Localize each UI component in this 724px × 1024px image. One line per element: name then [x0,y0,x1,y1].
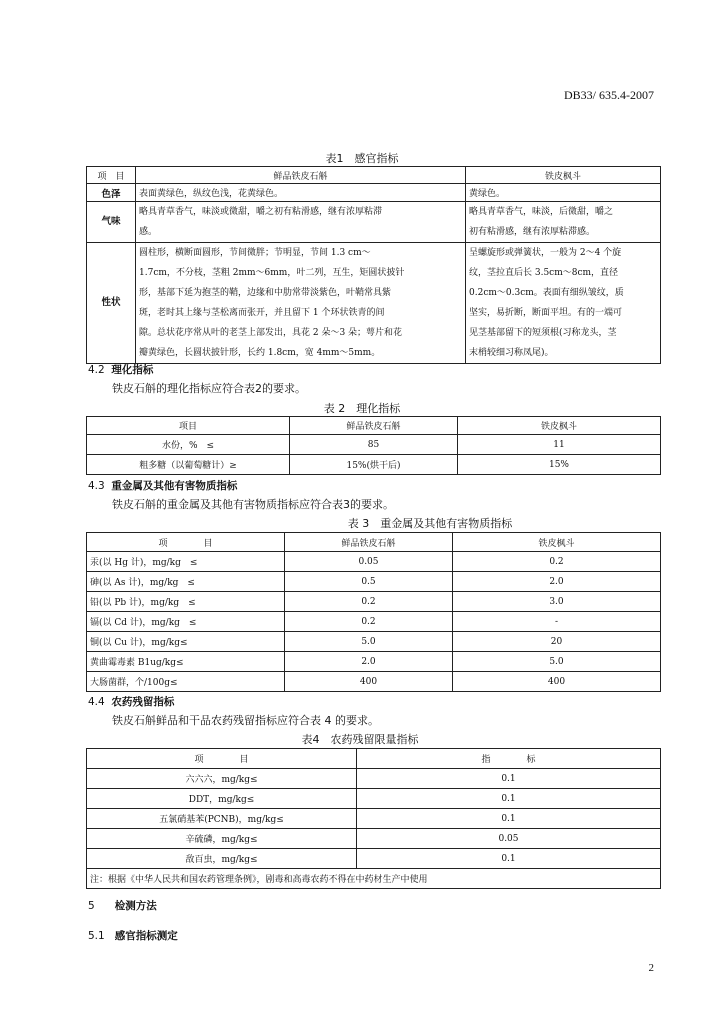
table3-cell: 铅(以 Pb 计)，mg/kg ≤ [87,592,285,612]
table3 [86,532,661,692]
table3-cell: 20 [453,632,661,652]
section-4-4-heading [88,694,174,709]
table1-cell: 表面黄绿色，纵纹色浅，花黄绿色。 [136,184,466,202]
table1-line: 略具青草香气，味淡，后微甜，嚼之 [469,207,614,217]
table4-cell: 0.1 [357,849,661,869]
table2-header: 鲜品铁皮石斛 [290,417,458,435]
table3-header: 铁皮枫斗 [453,533,661,552]
table1-cell [466,243,661,364]
table1-cell: 黄绿色。 [466,184,661,202]
section-5-heading [88,898,157,913]
section-5-1-heading [88,928,178,943]
table2-cell: 11 [458,435,661,455]
table4-cell: 0.1 [357,769,661,789]
table2-cell: 水份，% ≤ [87,435,290,455]
table1-line: 纹，茎拉直后长 3.5cm～8cm，直径 [469,268,619,278]
table3-cell: 0.2 [453,552,661,572]
table1-line: 圆柱形，横断面圆形，节间微胖；节明显，节间 1.3 cm～ [139,248,371,258]
table3-cell: 5.0 [453,652,661,672]
table2-caption: 表 2 理化指标 [323,402,401,415]
table3-cell: 汞(以 Hg 计)，mg/kg ≤ [87,552,285,572]
table4-cell: 敌百虫，mg/kg≤ [87,849,357,869]
section-4-4-text: 铁皮石斛鲜品和干品农药残留指标应符合表 4 的要求。 [112,714,379,727]
table1-line: 末梢较细习称凤尾)。 [469,348,554,358]
table4-caption: 表4 农药残留限量指标 [301,733,419,746]
table1-line: 呈螺旋形或弹簧状，一般为 2～4 个旋 [469,248,622,258]
table1 [86,166,661,364]
section-number: 4.4 [88,696,105,708]
page-number: 2 [648,962,654,974]
table4-header: 指 标 [357,749,661,769]
table3-cell: 镉(以 Cd 计)，mg/kg ≤ [87,612,285,632]
table4-cell: 0.1 [357,789,661,809]
table1-line: 感。 [139,227,158,237]
section-4-3-heading [88,478,237,493]
section-4-3-text: 铁皮石斛的重金属及其他有害物质指标应符合表3的要求。 [112,498,394,511]
table1-header-fengdou: 铁皮枫斗 [466,167,661,184]
section-number: 5.1 [88,930,105,942]
section-4-2-text: 铁皮石斛的理化指标应符合表2的要求。 [112,382,306,395]
section-number: 4.2 [88,364,105,376]
table2-cell: 粗多糖（以葡萄糖计）≥ [87,455,290,475]
table1-line: 见茎基部留下的短须根(习称龙头，茎 [469,328,617,338]
table4-cell: 六六六，mg/kg≤ [87,769,357,789]
table4-note: 注：根据《中华人民共和国农药管理条例》，剧毒和高毒农药不得在中药材生产中使用 [87,869,661,889]
table4-cell: DDT，mg/kg≤ [87,789,357,809]
section-number: 4.3 [88,480,105,492]
table1-line: 瓣黄绿色，长圆状披针形，长约 1.8cm，宽 4mm～5mm。 [139,348,381,358]
table3-cell: 0.5 [285,572,453,592]
table3-cell: 2.0 [453,572,661,592]
standard-code: DB33/ 635.4-2007 [564,88,654,102]
table3-header: 项 目 [87,533,285,552]
table1-line: 略具青草香气，味淡或微甜，嚼之初有粘滑感，继有浓厚粘滞 [139,207,383,217]
table1-line: 初有粘滑感，继有浓厚粘滞感。 [469,227,596,237]
table3-cell: 黄曲霉毒素 B1ug/kg≤ [87,652,285,672]
table3-cell: 2.0 [285,652,453,672]
table3-cell: 400 [453,672,661,692]
table3-cell: 5.0 [285,632,453,652]
table2-header: 铁皮枫斗 [458,417,661,435]
table1-row-item: 性状 [87,243,136,364]
table3-cell: 铜(以 Cu 计)，mg/kg≤ [87,632,285,652]
section-number: 5 [88,900,95,912]
table1-caption: 表1 感官指标 [325,152,399,165]
table3-cell: 砷(以 As 计)，mg/kg ≤ [87,572,285,592]
table3-cell: 0.05 [285,552,453,572]
table1-row-item: 色泽 [87,184,136,202]
table1-line: 隙。总状花序常从叶的老茎上部发出，具花 2 朵～3 朵；萼片和花 [139,328,403,338]
table1-line: 形，基部下延为抱茎的鞘，边缘和中肋常带淡紫色，叶鞘常具紫 [139,288,392,298]
table1-cell [136,202,466,243]
section-title: 农药残留指标 [111,696,175,708]
table2-cell: 15%(烘干后) [290,455,458,475]
table2-cell: 85 [290,435,458,455]
table3-cell: 大肠菌群，个/100g≤ [87,672,285,692]
table4-cell: 0.1 [357,809,661,829]
table4 [86,748,661,889]
table1-cell [136,243,466,364]
table1-header-item: 项 目 [87,167,136,184]
table3-header: 鲜品铁皮石斛 [285,533,453,552]
table1-cell [466,202,661,243]
table1-line: 斑，老时其上缘与茎松离而张开，并且留下 1 个环状铁青的间 [139,308,385,318]
table3-cell: - [453,612,661,632]
table3-cell: 0.2 [285,612,453,632]
table1-line: 1.7cm，不分枝，茎粗 2mm～6mm，叶二列，互生，矩圆状披针 [139,268,405,278]
table1-row-item: 气味 [87,202,136,243]
table4-cell: 0.05 [357,829,661,849]
table4-cell: 五氯硝基苯(PCNB)，mg/kg≤ [87,809,357,829]
table2-header: 项目 [87,417,290,435]
table2-cell: 15% [458,455,661,475]
table2 [86,416,661,475]
table1-line: 0.2cm～0.3cm。表面有细纵皱纹，质 [469,288,624,298]
section-title: 理化指标 [111,364,154,376]
table1-line: 坚实，易折断，断面平坦。有的一端可 [469,308,623,318]
section-title: 重金属及其他有害物质指标 [111,480,238,492]
table3-cell: 3.0 [453,592,661,612]
table3-caption: 表 3 重金属及其他有害物质指标 [347,517,513,530]
table4-cell: 辛硫磷，mg/kg≤ [87,829,357,849]
table4-header: 项 目 [87,749,357,769]
table3-cell: 400 [285,672,453,692]
section-4-2-heading [88,362,153,377]
table1-header-fresh: 鲜品铁皮石斛 [136,167,466,184]
section-title: 检测方法 [114,900,157,912]
table3-cell: 0.2 [285,592,453,612]
section-title: 感官指标测定 [114,930,178,942]
